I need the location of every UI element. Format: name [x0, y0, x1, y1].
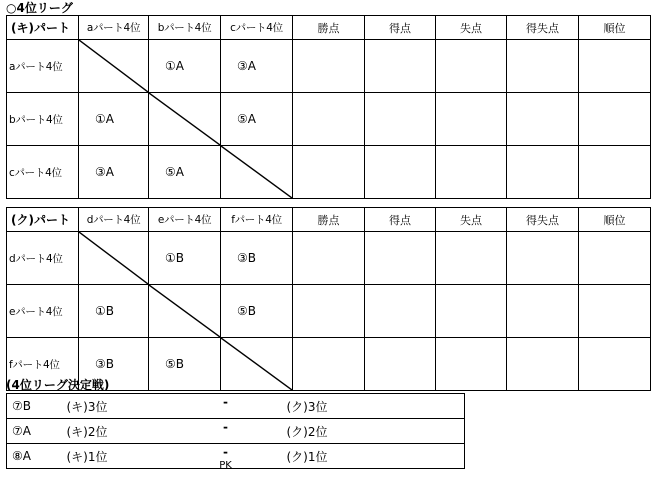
match-id: ⑧A [7, 444, 67, 469]
stat-header-goal-diff: 得失点 [507, 16, 579, 40]
goal-diff-cell [507, 285, 579, 338]
away-team: (ク)2位 [265, 419, 365, 444]
rank-cell [579, 93, 651, 146]
points-cell [293, 146, 365, 199]
stat-header-goals-for: 得点 [365, 208, 436, 232]
goals-against-cell [436, 338, 507, 391]
goal-diff-cell [507, 232, 579, 285]
table-row [7, 40, 651, 93]
match-cell: ③B [221, 232, 293, 285]
points-cell [293, 40, 365, 93]
playoff-row [7, 444, 465, 469]
goal-diff-cell [507, 146, 579, 199]
stat-header-rank: 順位 [579, 16, 651, 40]
playoff-table [6, 393, 465, 469]
league-table-ki [6, 15, 651, 199]
score-separator: - [223, 395, 228, 409]
header-row [7, 208, 651, 232]
rank-cell [579, 338, 651, 391]
match-cell: ①B [79, 285, 149, 338]
diagonal-line [149, 93, 220, 145]
score-separator: - [223, 445, 228, 459]
points-cell [293, 232, 365, 285]
row-team-label: aパート4位 [7, 40, 79, 93]
stat-header-rank: 順位 [579, 208, 651, 232]
match-id: ⑦A [7, 419, 67, 444]
team-header: aパート4位 [79, 16, 149, 40]
part-label: (キ)パート [7, 16, 79, 40]
header-row [7, 16, 651, 40]
stat-header-points: 勝点 [293, 208, 365, 232]
team-header: eパート4位 [149, 208, 221, 232]
goals-for-cell [365, 93, 436, 146]
rank-cell [579, 285, 651, 338]
goals-for-cell [365, 40, 436, 93]
goals-against-cell [436, 93, 507, 146]
diagonal-cell [149, 285, 221, 338]
playoff-title: (4位リーグ決定戦) [6, 378, 110, 392]
score-note: PK [219, 460, 232, 471]
away-team: (ク)1位 [265, 444, 365, 469]
points-cell [293, 93, 365, 146]
goals-against-cell [436, 40, 507, 93]
stat-header-goals-against: 失点 [436, 16, 507, 40]
match-cell: ⑤A [221, 93, 293, 146]
match-cell: ③A [221, 40, 293, 93]
match-cell: ⑤A [149, 146, 221, 199]
goal-diff-cell [507, 40, 579, 93]
goals-against-cell [436, 146, 507, 199]
row-team-label: fパート4位 [7, 338, 79, 391]
home-team: (キ)2位 [67, 419, 187, 444]
score-cell [187, 419, 265, 444]
goals-against-cell [436, 232, 507, 285]
goal-diff-cell [507, 338, 579, 391]
home-team: (キ)1位 [67, 444, 187, 469]
stat-header-goals-for: 得点 [365, 16, 436, 40]
stat-header-goal-diff: 得失点 [507, 208, 579, 232]
table-row [7, 93, 651, 146]
team-header: dパート4位 [79, 208, 149, 232]
goals-for-cell [365, 285, 436, 338]
points-cell [293, 285, 365, 338]
playoff-row [7, 419, 465, 444]
match-cell: ⑤B [149, 338, 221, 391]
goals-for-cell [365, 146, 436, 199]
home-team: (キ)3位 [67, 394, 187, 419]
table-row [7, 232, 651, 285]
league-title: ○4位リーグ [6, 1, 73, 15]
spacer-cell [365, 444, 465, 469]
stat-header-goals-against: 失点 [436, 208, 507, 232]
diagonal-line [221, 338, 292, 390]
diagonal-cell [79, 40, 149, 93]
stat-header-points: 勝点 [293, 16, 365, 40]
team-header: cパート4位 [221, 16, 293, 40]
goals-for-cell [365, 232, 436, 285]
diagonal-line [221, 146, 292, 198]
table-row [7, 285, 651, 338]
score-cell [187, 444, 265, 469]
goals-against-cell [436, 285, 507, 338]
diagonal-cell [79, 232, 149, 285]
rank-cell [579, 232, 651, 285]
diagonal-cell [221, 338, 293, 391]
part-label: (ク)パート [7, 208, 79, 232]
match-cell: ⑤B [221, 285, 293, 338]
rank-cell [579, 146, 651, 199]
table-row [7, 146, 651, 199]
match-cell: ③A [79, 146, 149, 199]
score-separator: - [223, 420, 228, 434]
match-id: ⑦B [7, 394, 67, 419]
rank-cell [579, 40, 651, 93]
team-header: fパート4位 [221, 208, 293, 232]
match-cell: ①B [149, 232, 221, 285]
spacer-cell [365, 419, 465, 444]
away-team: (ク)3位 [265, 394, 365, 419]
row-team-label: dパート4位 [7, 232, 79, 285]
goal-diff-cell [507, 93, 579, 146]
diagonal-line [79, 40, 148, 92]
team-header: bパート4位 [149, 16, 221, 40]
diagonal-line [149, 285, 220, 337]
match-cell: ①A [149, 40, 221, 93]
spacer-cell [365, 394, 465, 419]
diagonal-cell [221, 146, 293, 199]
diagonal-cell [149, 93, 221, 146]
playoff-row [7, 394, 465, 419]
row-team-label: bパート4位 [7, 93, 79, 146]
match-cell: ①A [79, 93, 149, 146]
points-cell [293, 338, 365, 391]
row-team-label: eパート4位 [7, 285, 79, 338]
diagonal-line [79, 232, 148, 284]
match-cell: ③B [79, 338, 149, 391]
goals-for-cell [365, 338, 436, 391]
score-cell [187, 394, 265, 419]
league-table-ku [6, 207, 651, 391]
row-team-label: cパート4位 [7, 146, 79, 199]
